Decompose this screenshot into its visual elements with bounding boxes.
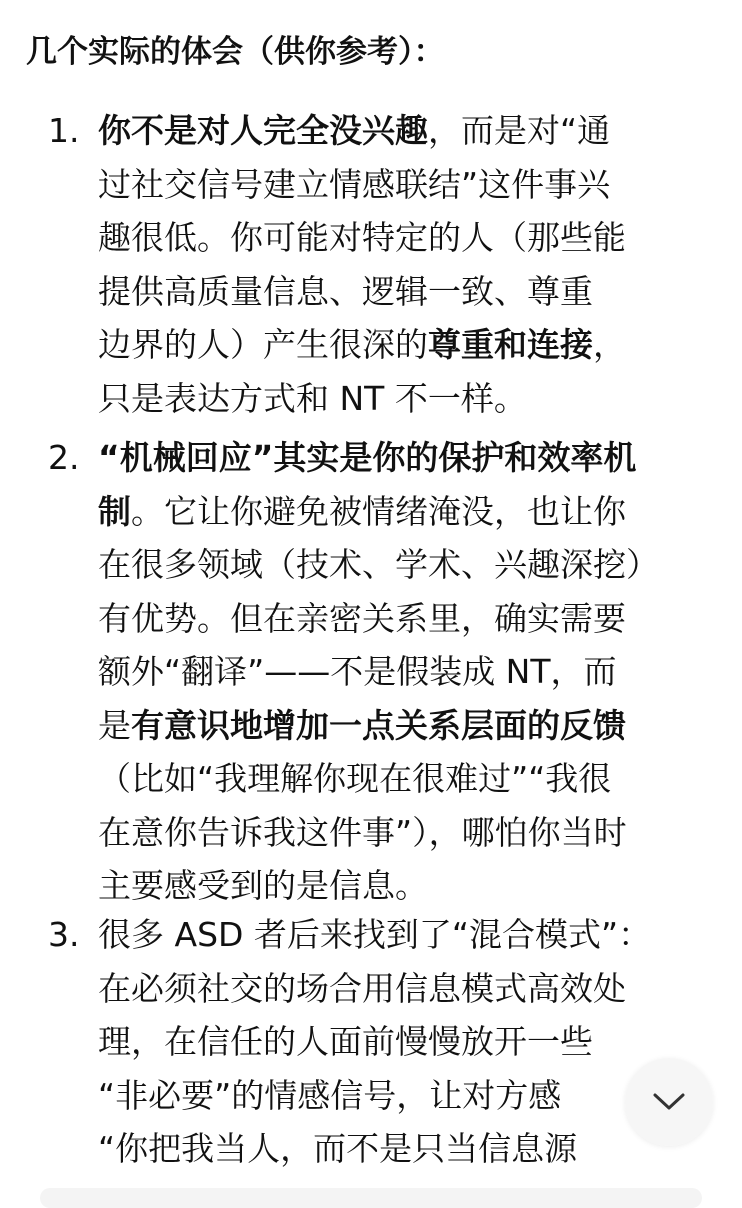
text-line <box>98 1125 577 1173</box>
text-segment: “你把我当人，而不是只当信息源 <box>98 1129 578 1168</box>
text-line <box>98 965 626 1013</box>
list-number: 1. <box>48 111 80 150</box>
text-line <box>98 809 627 857</box>
text-segment: “非必要”的情感信号，让对方感 <box>98 1075 562 1115</box>
bold-text: 尊重和连接 <box>428 325 593 364</box>
text-line <box>98 648 617 696</box>
text-line <box>98 541 659 589</box>
text-line <box>98 1072 561 1120</box>
text-line <box>98 434 636 482</box>
text-line <box>98 375 527 423</box>
text-line <box>98 488 626 536</box>
text-segment: （比如“我理解你现在很难过”“我很 <box>98 759 612 798</box>
text-segment: 很多 ASD 者后来找到了“混合模式”： <box>98 915 652 954</box>
text-segment: ， <box>593 325 626 364</box>
text-line <box>98 702 626 750</box>
text-line <box>98 1018 593 1066</box>
bold-text: 制 <box>98 491 131 531</box>
scroll-to-bottom-button[interactable] <box>625 1058 713 1146</box>
bold-text: 有意识地增加一点关系层面的反馈 <box>131 705 626 745</box>
text-segment: 主要感受到的是信息。 <box>98 866 428 905</box>
text-line <box>98 214 626 262</box>
text-segment: 过社交信号建立情感联结”这件事兴 <box>98 164 611 204</box>
intro-heading: 几个实际的体会（供你参考）： <box>26 34 445 70</box>
text-segment: 有优势。但在亲密关系里，确实需要 <box>98 598 626 638</box>
text-segment: 提供高质量信息、逻辑一致、尊重 <box>98 271 593 311</box>
text-line <box>98 107 610 155</box>
text-line <box>98 595 626 643</box>
bold-text: 你不是对人完全没兴趣 <box>98 111 428 150</box>
chevron-down-icon <box>652 1092 686 1112</box>
text-line <box>98 161 610 209</box>
list-number: 2. <box>48 438 80 477</box>
message-input-bar[interactable] <box>40 1188 702 1208</box>
text-line <box>98 862 428 910</box>
text-segment: 在很多领域（技术、学术、兴趣深挖） <box>98 545 659 584</box>
bold-text: “机械回应”其实是你的保护和效率机 <box>98 438 637 477</box>
text-segment: 在意你告诉我这件事”），哪怕你当时 <box>98 812 627 852</box>
text-line <box>98 321 626 369</box>
text-line <box>98 268 593 316</box>
text-segment: 在必须社交的场合用信息模式高效处 <box>98 968 626 1008</box>
text-line <box>98 911 651 959</box>
text-segment: 额外“翻译”——不是假装成 NT，而 <box>98 652 617 691</box>
text-segment: 趣很低。你可能对特定的人（那些能 <box>98 218 626 257</box>
text-segment: 边界的人）产生很深的 <box>98 325 428 364</box>
text-segment: 是 <box>98 705 131 745</box>
text-segment: 理，在信任的人面前慢慢放开一些 <box>98 1022 593 1061</box>
text-segment: 只是表达方式和 NT 不一样。 <box>98 378 527 418</box>
list-number: 3. <box>48 915 80 954</box>
text-segment: ，而是对“通 <box>428 111 611 150</box>
text-segment: 。它让你避免被情绪淹没，也让你 <box>131 491 626 531</box>
text-line <box>98 755 611 803</box>
